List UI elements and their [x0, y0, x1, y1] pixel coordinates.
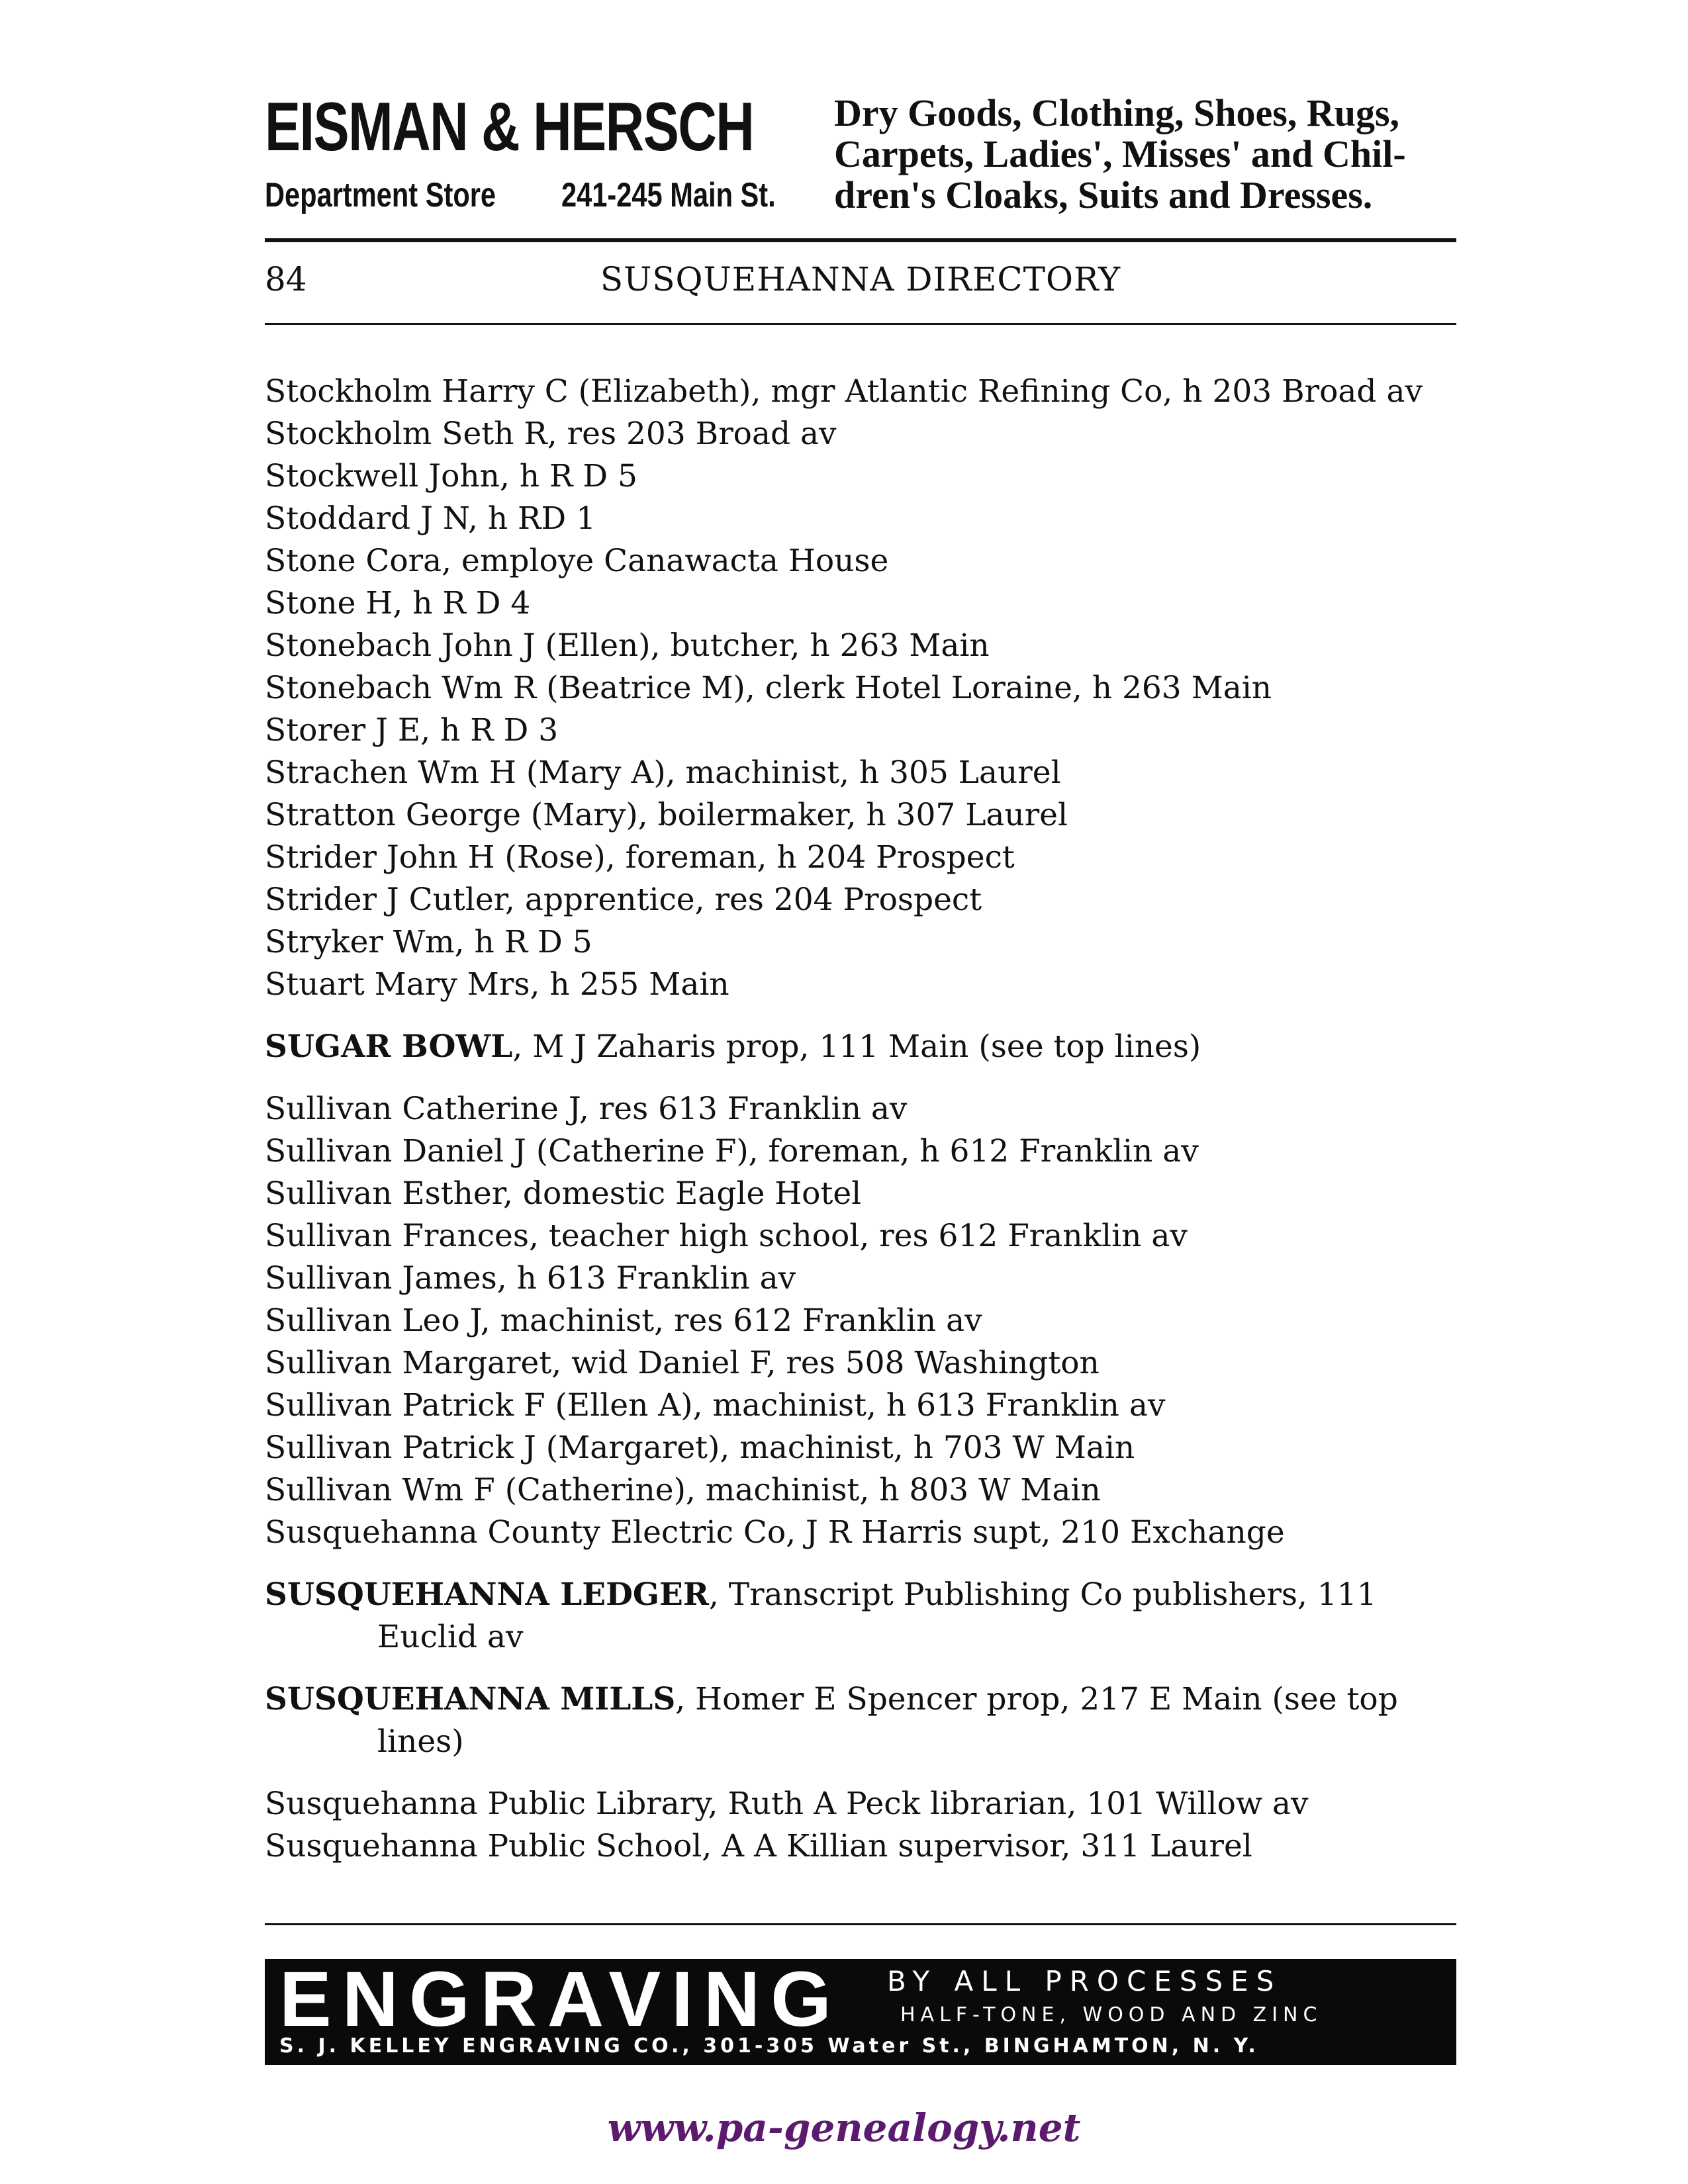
directory-entry: [265, 1257, 1463, 1300]
entry-text: Sullivan Catherine J, res 613 Franklin av: [265, 1091, 908, 1127]
entry-text: Sullivan Frances, teacher high school, res 612 Franklin av: [265, 1218, 1188, 1254]
entry-text: Sullivan Margaret, wid Daniel F, res 508 Washington: [265, 1345, 1100, 1381]
directory-entry: [265, 540, 1463, 582]
entry-text: Stratton George (Mary), boilermaker, h 307 Laurel: [265, 797, 1068, 833]
directory-entry: [265, 921, 1463, 964]
bottom-advertisement: [265, 1956, 1456, 2065]
directory-entry: [265, 1385, 1463, 1427]
directory-entry: [265, 371, 1463, 413]
directory-entry: [265, 667, 1463, 709]
directory-entry: [265, 582, 1463, 625]
directory-entry: [265, 837, 1463, 879]
directory-entry: [265, 413, 1463, 455]
directory-entry: [265, 1130, 1463, 1173]
directory-entry: [265, 1469, 1463, 1512]
store-description-line: dren's Cloaks, Suits and Dresses.: [834, 173, 1373, 216]
entry-text: Stryker Wm, h R D 5: [265, 924, 592, 960]
engraving-tagline: BY ALL PROCESSES: [887, 1965, 1282, 1997]
header-rule-top: [265, 238, 1456, 242]
directory-entry: [265, 1783, 1463, 1825]
directory-entry: [265, 455, 1463, 498]
store-type: Department Store: [265, 176, 496, 214]
entry-text: Sullivan Wm F (Catherine), machinist, h 803 W Main: [265, 1472, 1101, 1508]
store-description-line: Carpets, Ladies', Misses' and Chil-: [834, 132, 1406, 175]
entry-text: Susquehanna County Electric Co, J R Harris supt, 210 Exchange: [265, 1514, 1285, 1551]
store-description: [834, 93, 1470, 216]
engraving-headline: ENGRAVING: [279, 1956, 842, 2043]
store-description-line: Dry Goods, Clothing, Shoes, Rugs,: [834, 91, 1400, 134]
entry-text: Sullivan Patrick F (Ellen A), machinist, h 613 Franklin av: [265, 1387, 1166, 1424]
entry-text: , Homer E Spencer prop, 217 E Main (see top lines): [377, 1681, 1398, 1760]
directory-entry: [265, 498, 1463, 540]
directory-entry: [265, 1300, 1463, 1342]
directory-listing: [265, 371, 1463, 1868]
entry-text: Stuart Mary Mrs, h 255 Main: [265, 966, 729, 1003]
directory-entry: [265, 1512, 1463, 1554]
entry-text: Stone H, h R D 4: [265, 585, 531, 621]
business-name: SUSQUEHANNA LEDGER: [265, 1576, 709, 1613]
directory-entry: [265, 752, 1463, 794]
entry-text: Stockholm Harry C (Elizabeth), mgr Atlantic Refining Co, h 203 Broad av: [265, 373, 1423, 410]
directory-entry: [265, 709, 1463, 752]
store-address: 241-245 Main St.: [561, 176, 776, 214]
directory-entry: [265, 1574, 1463, 1659]
directory-entry: [265, 1173, 1463, 1215]
running-title: SUSQUEHANNA DIRECTORY: [600, 260, 1121, 298]
entry-text: Strachen Wm H (Mary A), machinist, h 305 Laurel: [265, 754, 1061, 791]
entry-text: Stockwell John, h R D 5: [265, 458, 637, 494]
directory-entry: [265, 1678, 1463, 1763]
directory-entry: [265, 1427, 1463, 1469]
business-name: SUGAR BOWL: [265, 1028, 513, 1065]
entry-text: Susquehanna Public Library, Ruth A Peck librarian, 101 Willow av: [265, 1786, 1309, 1822]
directory-entry: [265, 879, 1463, 921]
entry-text: Sullivan Esther, domestic Eagle Hotel: [265, 1175, 862, 1212]
entry-text: Stone Cora, employe Canawacta House: [265, 543, 889, 579]
directory-entry: [265, 1342, 1463, 1385]
directory-entry: [265, 1026, 1463, 1068]
entry-text: , M J Zaharis prop, 111 Main (see top lines): [512, 1028, 1201, 1065]
header-rule-bottom: [265, 323, 1456, 325]
directory-entry: [265, 1215, 1463, 1257]
footer-rule: [265, 1923, 1456, 1925]
entry-text: Stonebach John J (Ellen), butcher, h 263 Main: [265, 627, 990, 664]
store-name: EISMAN & HERSCH: [265, 89, 754, 165]
top-advertisement: [265, 89, 1456, 225]
watermark-link[interactable]: www.pa-genealogy.net: [607, 2105, 1081, 2150]
entry-text: Strider John H (Rose), foreman, h 204 Prospect: [265, 839, 1015, 876]
directory-entry: [265, 625, 1463, 667]
entry-text: Sullivan Patrick J (Margaret), machinist, h 703 W Main: [265, 1430, 1135, 1466]
business-name: SUSQUEHANNA MILLS: [265, 1681, 676, 1717]
engraving-company: S. J. KELLEY ENGRAVING CO., 301-305 Water St., BINGHAMTON, N. Y.: [279, 2034, 1259, 2058]
directory-entry: [265, 1088, 1463, 1130]
entry-text: Sullivan James, h 613 Franklin av: [265, 1260, 796, 1297]
directory-entry: [265, 1825, 1463, 1868]
entry-text: Sullivan Leo J, machinist, res 612 Franklin av: [265, 1302, 982, 1339]
entry-text: Susquehanna Public School, A A Killian supervisor, 311 Laurel: [265, 1828, 1252, 1864]
entry-text: Sullivan Daniel J (Catherine F), foreman, h 612 Franklin av: [265, 1133, 1199, 1169]
entry-text: Stoddard J N, h RD 1: [265, 500, 596, 537]
entry-text: Stockholm Seth R, res 203 Broad av: [265, 416, 837, 452]
entry-text: , Transcript Publishing Co publishers, 111 Euclid av: [377, 1576, 1377, 1655]
page-number: 84: [265, 260, 307, 298]
directory-entry: [265, 964, 1463, 1006]
directory-entry: [265, 794, 1463, 837]
engraving-processes: HALF-TONE, WOOD AND ZINC: [900, 2003, 1323, 2026]
entry-text: Storer J E, h R D 3: [265, 712, 559, 749]
entry-text: Stonebach Wm R (Beatrice M), clerk Hotel Loraine, h 263 Main: [265, 670, 1272, 706]
entry-text: Strider J Cutler, apprentice, res 204 Prospect: [265, 882, 982, 918]
